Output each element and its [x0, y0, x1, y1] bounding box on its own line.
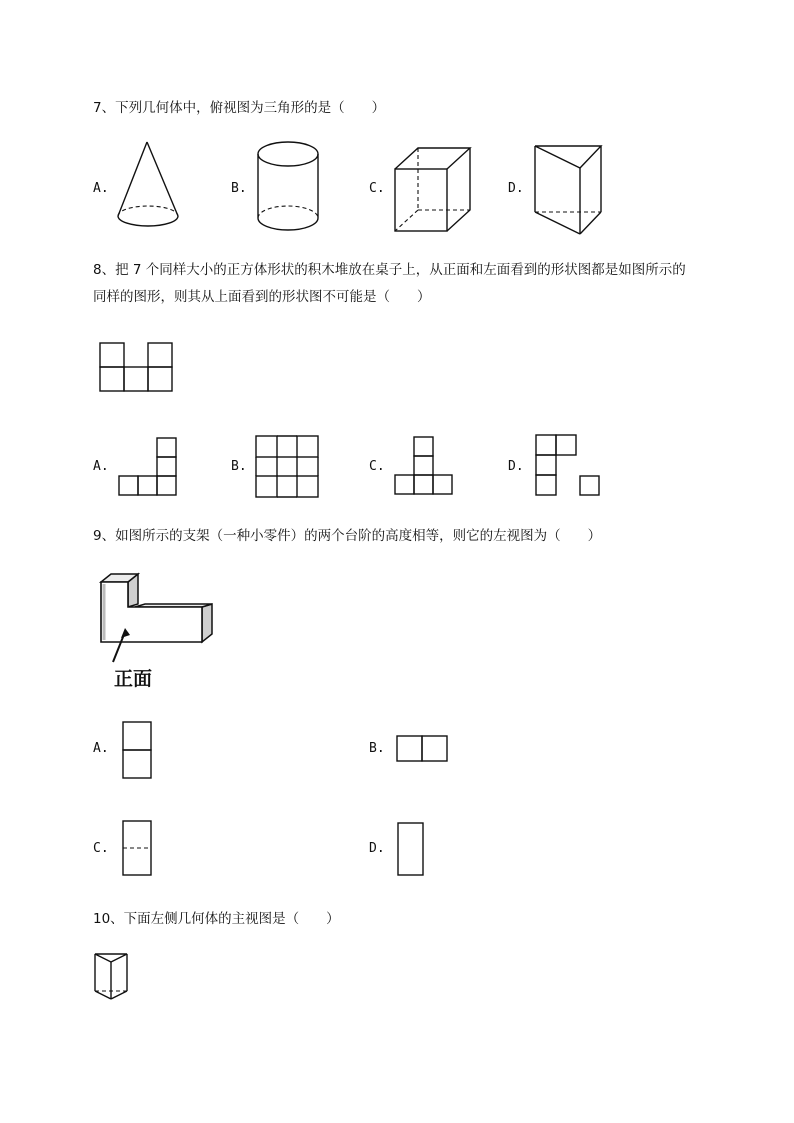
- q8-option-a-figure: [117, 437, 179, 499]
- q9-option-d-figure: [396, 821, 428, 879]
- question-8-text-line1: 8、把 7 个同样大小的正方体形状的积木堆放在桌子上，从正面和左面看到的形状图都是如图所示的: [93, 262, 686, 278]
- q9-option-a-figure: [121, 720, 155, 782]
- q9-option-b-figure: [395, 734, 451, 766]
- q9-option-c-label: C.: [93, 841, 109, 856]
- question-10-text: 10、下面左侧几何体的主视图是（ ）: [93, 911, 340, 927]
- q7-option-d-label: D.: [508, 181, 524, 196]
- q9-option-c-figure: [121, 819, 155, 879]
- bracket-part-figure: [99, 570, 219, 650]
- triangular-prism-figure: [532, 142, 612, 242]
- cone-figure: [110, 138, 190, 238]
- question-7-text: 7、下列几何体中，俯视图为三角形的是（ ）: [93, 100, 386, 116]
- q9-option-d-label: D.: [369, 841, 385, 856]
- cube-figure: [392, 145, 477, 240]
- q8-option-d-figure: [534, 434, 606, 500]
- question-8-text-line2: 同样的图形，则其从上面看到的形状图不可能是（ ）: [93, 289, 431, 305]
- q9-option-b-label: B.: [369, 741, 385, 756]
- q10-prism-figure: [93, 950, 133, 1006]
- q9-option-a-label: A.: [93, 741, 109, 756]
- cylinder-figure: [255, 138, 325, 238]
- q8-option-c-figure: [393, 436, 457, 500]
- q8-option-c-label: C.: [369, 459, 385, 474]
- q8-option-b-figure: [254, 435, 322, 501]
- front-view-label: 正面: [114, 668, 153, 690]
- q8-option-b-label: B.: [231, 459, 247, 474]
- question-9-text: 9、如图所示的支架（一种小零件）的两个台阶的高度相等，则它的左视图为（ ）: [93, 528, 602, 544]
- q7-option-a-label: A.: [93, 181, 109, 196]
- q8-option-d-label: D.: [508, 459, 524, 474]
- front-left-view-figure: [99, 342, 179, 394]
- q7-option-b-label: B.: [231, 181, 247, 196]
- q7-option-c-label: C.: [369, 181, 385, 196]
- q8-option-a-label: A.: [93, 459, 109, 474]
